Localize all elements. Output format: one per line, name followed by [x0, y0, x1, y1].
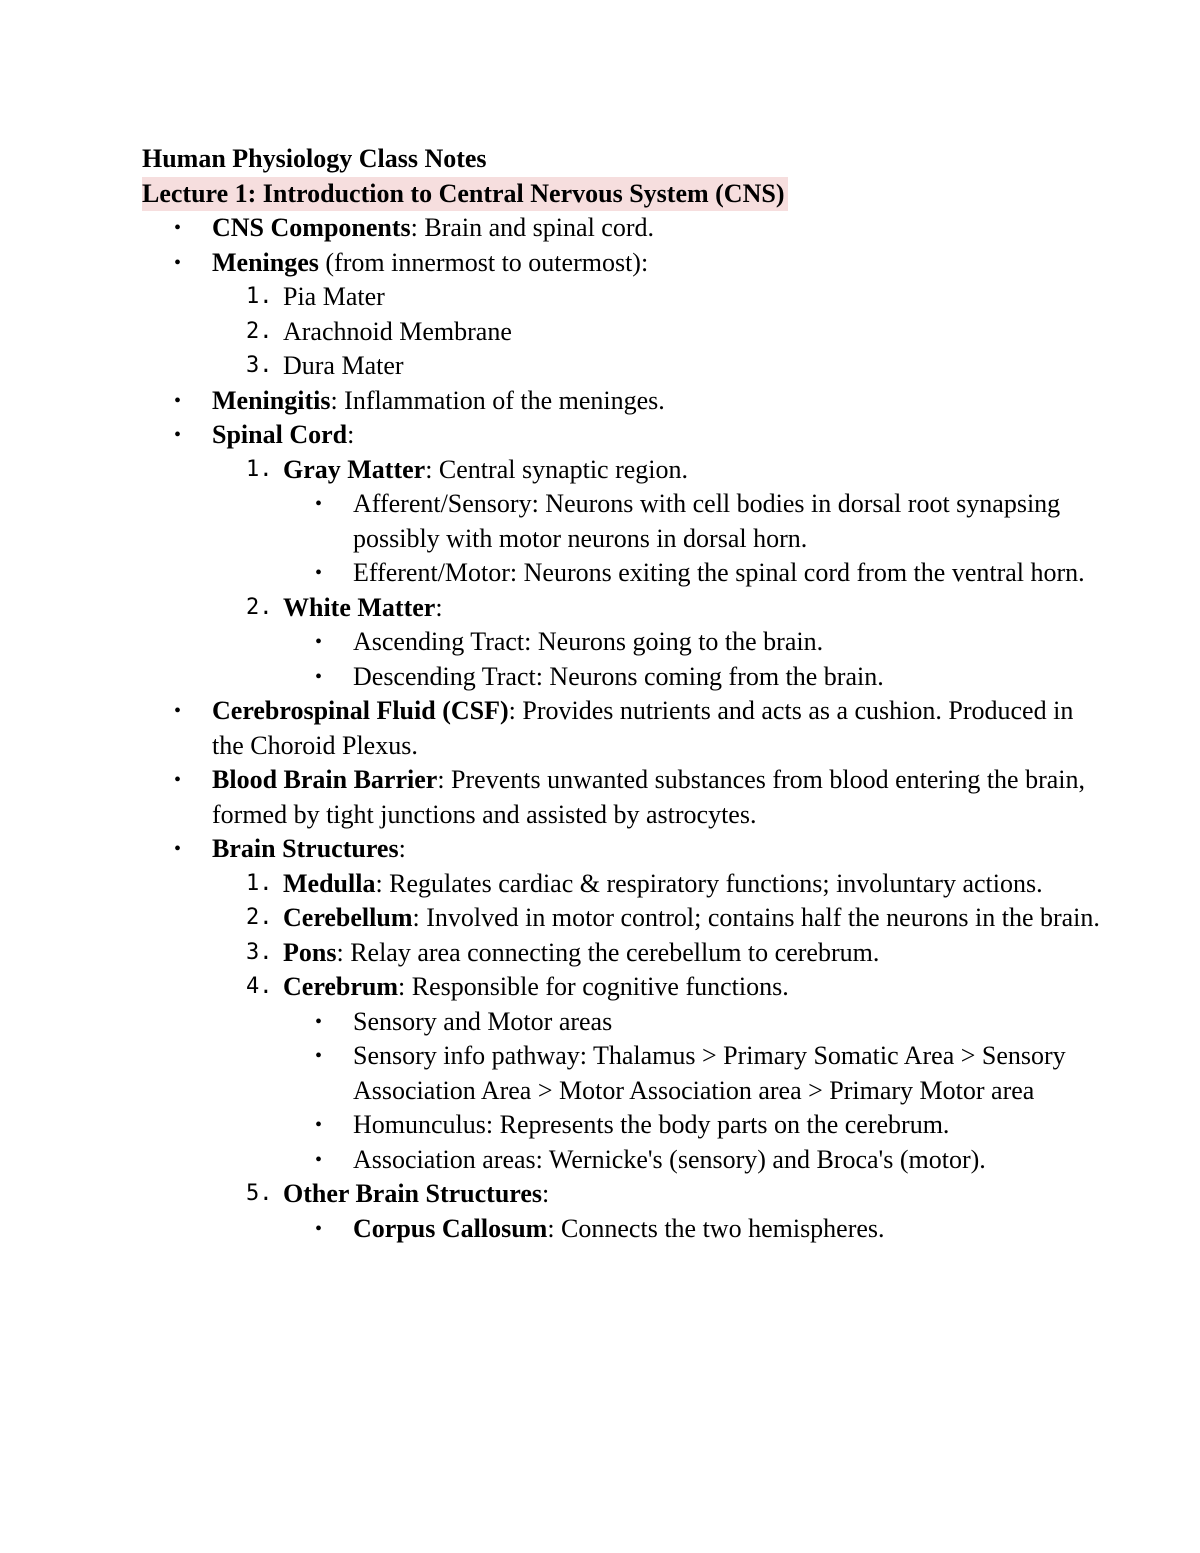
- bullet-icon: •: [174, 700, 182, 722]
- definition: (from innermost to outermost):: [318, 247, 649, 277]
- term: Pons: [283, 937, 337, 967]
- bullet-icon: •: [315, 1217, 323, 1240]
- list-item-spinal-cord: [142, 418, 1102, 453]
- numbered-item-dura-mater: [142, 349, 1102, 384]
- bullet-icon: •: [315, 1114, 323, 1136]
- term: Meninges: [212, 247, 319, 277]
- bullet-icon: •: [315, 1010, 323, 1033]
- numbered-item-medulla: [142, 867, 1102, 902]
- term: CNS Components: [212, 213, 411, 242]
- bullet-icon: •: [174, 389, 182, 412]
- numbered-item-pia-mater: [142, 280, 1102, 315]
- term: Blood Brain Barrier: [212, 765, 438, 794]
- bullet-icon: •: [174, 217, 182, 239]
- item-number: 1.: [246, 456, 273, 482]
- numbered-item-gray-matter: [142, 453, 1102, 488]
- term: Cerebellum: [283, 903, 413, 932]
- item-text: Efferent/Motor: Neurons exiting the spinal cord from the ventral horn.: [353, 558, 1085, 587]
- document-title: Human Physiology Class Notes: [142, 144, 487, 173]
- definition: : Relay area connecting the cerebellum to cerebrum.: [336, 937, 880, 967]
- term: Brain Structures: [212, 834, 399, 863]
- term: Cerebrum: [283, 972, 399, 1001]
- item-text: Sensory and Motor areas: [353, 1006, 613, 1036]
- numbered-item-cerebellum: [142, 901, 1102, 936]
- sub-item-corpus-callosum: [142, 1212, 1102, 1247]
- numbered-item-white-matter: [142, 591, 1102, 626]
- item-text: Ascending Tract: Neurons going to the brain.: [353, 627, 824, 656]
- definition: : Connects the two hemispheres.: [547, 1213, 885, 1243]
- item-number: 2.: [246, 594, 273, 620]
- bullet-icon: •: [174, 251, 182, 274]
- term: Other Brain Structures: [283, 1179, 543, 1208]
- definition: : Inflammation of the meninges.: [330, 385, 665, 415]
- definition: :: [347, 420, 355, 449]
- item-number: 1.: [246, 284, 273, 309]
- bullet-icon: •: [315, 631, 323, 653]
- item-number: 1.: [246, 870, 273, 896]
- item-number: 3.: [246, 939, 273, 965]
- item-text: Arachnoid Membrane: [283, 316, 512, 346]
- term: White Matter: [283, 592, 436, 622]
- term: Meningitis: [212, 385, 331, 415]
- definition: : Responsible for cognitive functions.: [398, 972, 789, 1001]
- sub-item-descending: [142, 660, 1102, 695]
- definition: : Involved in motor control; contains half the neurons in the brain.: [412, 903, 1100, 932]
- bullet-icon: •: [315, 562, 323, 584]
- list-item-brain-structures: [142, 832, 1102, 867]
- term: Corpus Callosum: [353, 1213, 548, 1243]
- lecture-heading: Lecture 1: Introduction to Central Nervous System (CNS): [142, 177, 788, 212]
- list-item-cns-components: [142, 211, 1102, 246]
- term: Gray Matter: [283, 454, 426, 484]
- item-number: 2.: [246, 318, 273, 344]
- item-text: Descending Tract: Neurons coming from the brain.: [353, 661, 884, 691]
- bullet-icon: •: [315, 1148, 323, 1171]
- definition: : Central synaptic region.: [425, 454, 689, 484]
- item-number: 5.: [246, 1181, 273, 1206]
- sub-item-pathway: [142, 1039, 1102, 1108]
- numbered-item-pons: [142, 936, 1102, 971]
- bullet-icon: •: [174, 769, 182, 791]
- item-number: 4.: [246, 974, 273, 999]
- sub-item-homunculus: [142, 1108, 1102, 1143]
- document-page: [142, 142, 1102, 1246]
- numbered-item-cerebrum: [142, 970, 1102, 1005]
- item-text: Dura Mater: [283, 351, 404, 380]
- item-number: 3.: [246, 353, 273, 378]
- definition: : Prevents unwanted substances from blood entering the brain, formed by tight junctions and assisted by astrocytes.: [212, 765, 1086, 829]
- list-item-blood-brain-barrier: [142, 763, 1102, 832]
- sub-item-afferent: [142, 487, 1102, 556]
- sub-item-ascending: [142, 625, 1102, 660]
- bullet-icon: •: [315, 493, 323, 515]
- definition: :: [398, 834, 406, 863]
- numbered-item-arachnoid: [142, 315, 1102, 350]
- sub-item-association: [142, 1143, 1102, 1178]
- item-text: Afferent/Sensory: Neurons with cell bodies in dorsal root synapsing possibly with motor neurons in dorsal horn.: [353, 489, 1061, 553]
- definition: :: [435, 592, 443, 622]
- term: Cerebrospinal Fluid (CSF): [212, 696, 509, 725]
- list-item-csf: [142, 694, 1102, 763]
- item-text: Sensory info pathway: Thalamus > Primary Somatic Area > Sensory Association Area > Motor Association area > Primary Motor area: [353, 1041, 1066, 1105]
- item-text: Association areas: Wernicke's (sensory) and Broca's (motor).: [353, 1144, 986, 1174]
- term: Medulla: [283, 868, 376, 898]
- bullet-icon: •: [174, 838, 182, 860]
- sub-item-efferent: [142, 556, 1102, 591]
- term: Spinal Cord: [212, 420, 348, 449]
- item-number: 2.: [246, 905, 273, 930]
- numbered-item-other-structures: [142, 1177, 1102, 1212]
- bullet-icon: •: [315, 665, 323, 688]
- list-item-meningitis: [142, 384, 1102, 419]
- item-text: Homunculus: Represents the body parts on the cerebrum.: [353, 1110, 950, 1139]
- definition: : Provides nutrients and acts as a cushion. Produced in the Choroid Plexus.: [212, 696, 1074, 760]
- definition: : Regulates cardiac & respiratory functions; involuntary actions.: [375, 868, 1043, 898]
- item-text: Pia Mater: [283, 282, 385, 311]
- definition: :: [542, 1179, 550, 1208]
- definition: : Brain and spinal cord.: [410, 213, 654, 242]
- list-item-meninges: [142, 246, 1102, 281]
- bullet-icon: •: [315, 1045, 323, 1067]
- bullet-icon: •: [174, 424, 182, 446]
- sub-item-sensory-motor: [142, 1005, 1102, 1040]
